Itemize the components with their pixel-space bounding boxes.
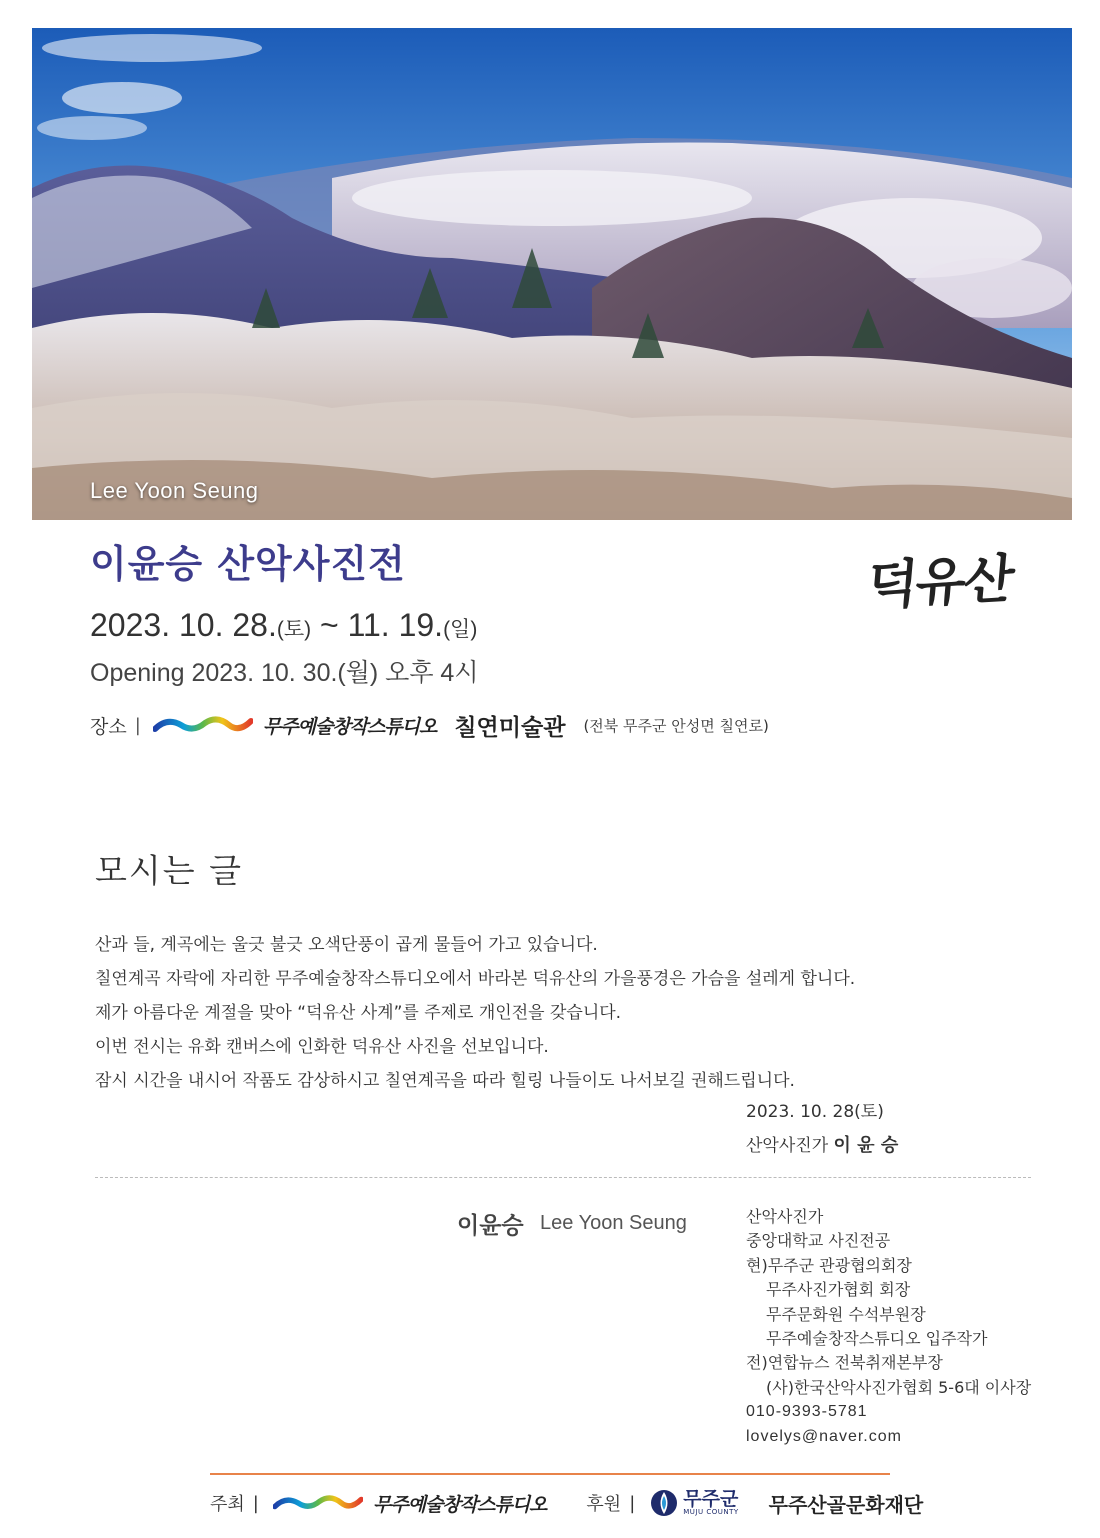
studio-logo	[153, 712, 437, 739]
signature-name: 이 윤 승	[833, 1135, 899, 1156]
invitation-paragraph: 칠연계곡 자락에 자리한 무주예술창작스튜디오에서 바라본 덕유산의 가을풍경은 가슴을 설레게 합니다.	[95, 969, 856, 989]
venue-row	[90, 708, 769, 742]
exhibition-title: 이윤승 산악사진전	[90, 542, 406, 586]
rainbow-wave-icon	[153, 713, 253, 737]
calligraphy-logo: 덕유산	[864, 548, 1015, 617]
signature-line	[746, 1129, 898, 1163]
host-separator: |	[252, 1492, 259, 1514]
foundation-name: 무주산골문화재단	[768, 1492, 924, 1517]
invitation-body	[95, 928, 855, 1098]
sponsor-separator: |	[629, 1492, 636, 1514]
artist-name-en: Lee Yoon Seung	[540, 1212, 687, 1234]
date-tilde: ~	[311, 607, 348, 643]
bio-line: 무주문화원 수석부원장	[766, 1304, 926, 1324]
rainbow-wave-icon	[273, 1492, 363, 1514]
bio-line: 현)무주군 관광협의회장	[746, 1255, 912, 1275]
photographer-caption: Lee Yoon Seung	[90, 478, 259, 503]
signature-prefix: 산악사진가	[746, 1136, 834, 1156]
bio-line: 중앙대학교 사진전공	[746, 1231, 891, 1251]
opening-info: Opening 2023. 10. 30.(월) 오후 4시	[90, 659, 479, 687]
bio-line: 산악사진가	[746, 1207, 824, 1226]
venue-address: (전북 무주군 안성면 칠연로)	[583, 716, 769, 735]
county-name-ko: 무주군	[683, 1488, 739, 1510]
county-name-en: MUJU COUNTY	[683, 1508, 739, 1516]
artist-name-ko: 이윤승	[457, 1213, 524, 1239]
invitation-heading: 모시는 글	[95, 851, 244, 890]
invitation-signature	[746, 1096, 898, 1163]
invitation-paragraph: 제가 아름다운 계절을 맞아 “덕유산 사계”를 주제로 개인전을 갖습니다.	[95, 1003, 622, 1023]
studio-logo-text: 무주예술창작스튜디오	[262, 715, 437, 738]
muju-county-logo	[649, 1488, 738, 1518]
artist-bio	[746, 1205, 1031, 1449]
start-date: 2023. 10. 28.	[90, 607, 277, 643]
bio-line: (사)한국산악사진가협회 5-6대 이사장	[766, 1377, 1032, 1397]
host-logo-text: 무주예술창작스튜디오	[372, 1493, 547, 1516]
start-day: (토)	[276, 618, 312, 641]
section-divider	[95, 1177, 1031, 1178]
host-label: 주최	[210, 1494, 245, 1515]
invitation-paragraph: 산과 들, 계곡에는 울긋 불긋 오색단풍이 곱게 물들어 가고 있습니다.	[95, 935, 598, 955]
exhibition-dates	[90, 607, 477, 644]
host-studio-logo	[273, 1490, 547, 1517]
end-day: (일)	[443, 618, 478, 641]
muju-county-emblem-icon	[649, 1488, 679, 1518]
footer	[210, 1486, 923, 1520]
end-date: 11. 19.	[347, 607, 444, 643]
sponsor-label: 후원	[586, 1494, 622, 1515]
footer-rule	[210, 1473, 890, 1475]
hero-photo	[32, 28, 1072, 520]
venue-label: 장소	[90, 715, 127, 738]
invitation-paragraph: 이번 전시는 유화 캔버스에 인화한 덕유산 사진을 선보입니다.	[95, 1037, 549, 1057]
signature-date: 2023. 10. 28(토)	[746, 1102, 884, 1122]
bio-line: 무주사진가협회 회장	[766, 1280, 911, 1300]
invitation-paragraph: 잠시 시간을 내시어 작품도 감상하시고 칠연계곡을 따라 힐링 나들이도 나서보길 권해드립니다.	[95, 1071, 795, 1091]
artist-phone: 010-9393-5781	[746, 1403, 868, 1421]
artist-email: lovelys@naver.com	[746, 1427, 902, 1445]
venue-hall: 칠연미술관	[454, 714, 566, 741]
bio-line: 무주예술창작스튜디오 입주작가	[766, 1329, 988, 1349]
bio-line: 전)연합뉴스 전북취재본부장	[746, 1353, 943, 1373]
venue-separator: |	[134, 714, 141, 736]
mountain-landscape-image	[32, 28, 1072, 520]
